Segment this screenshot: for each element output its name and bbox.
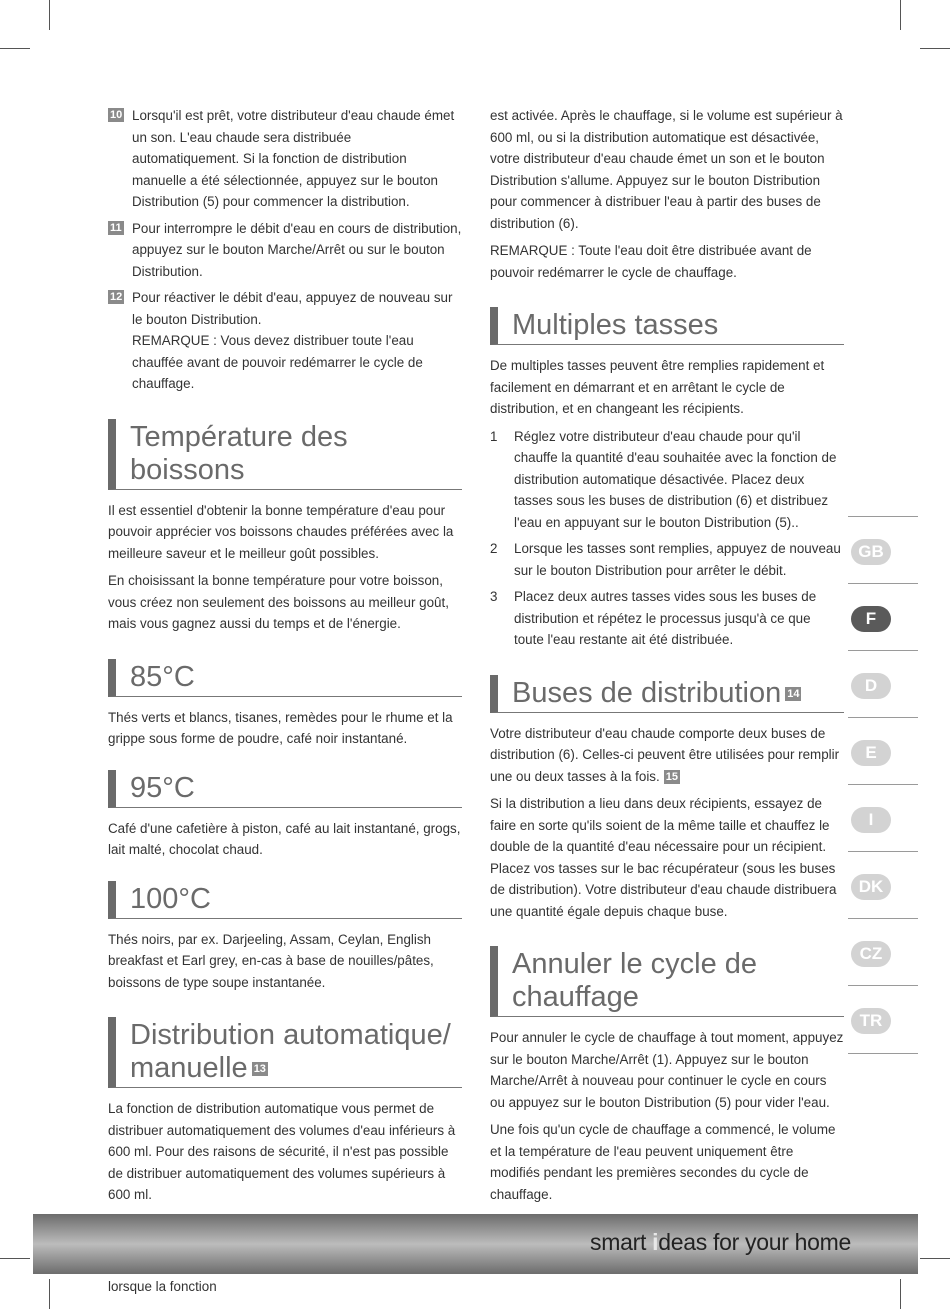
list-text: Lorsque les tasses sont remplies, appuyez de nouveau sur le bouton Distribution pour arrêter le débit. bbox=[514, 541, 841, 578]
step-12 bbox=[108, 287, 462, 395]
heading-line: Buses de distribution bbox=[512, 676, 782, 709]
list-text: Placez deux autres tasses vides sous les buses de distribution et répétez le processus jusqu'à ce que toute l'eau restante ait été distribuée. bbox=[514, 589, 817, 647]
heading-line: chauffage bbox=[512, 981, 639, 1013]
list-item bbox=[490, 538, 844, 581]
list-text: Réglez votre distributeur d'eau chaude pour qu'il chauffe la quantité d'eau souhaitée avec la fonction de distribution automatique désactivée. Placez deux tasses sous les buses de distribution (6) et distribuez l'eau en appuyant sur le bouton Distribution (5).. bbox=[514, 428, 837, 530]
language-label: GB bbox=[851, 539, 891, 565]
language-label: D bbox=[851, 673, 891, 699]
step-note: REMARQUE : Vous devez distribuer toute l'eau chauffée avant de pouvoir redémarrer le cycle de chauffage. bbox=[132, 333, 423, 391]
step-badge: 11 bbox=[110, 221, 122, 234]
paragraph: De multiples tasses peuvent être remplies rapidement et facilement en démarrant et en arrêtant le cycle de distribution, et en changeant les récipients. bbox=[490, 358, 825, 416]
section-heading: 95°C bbox=[108, 770, 462, 808]
list-item bbox=[490, 426, 844, 534]
step-badge: 12 bbox=[110, 291, 123, 303]
step-text: Pour réactiver le débit d'eau, appuyez de nouveau sur le bouton Distribution. bbox=[132, 290, 453, 327]
section-heading bbox=[490, 946, 844, 1017]
section-heading bbox=[490, 675, 844, 713]
language-tab-cz[interactable] bbox=[848, 918, 918, 986]
paragraph: est activée. Après le chauffage, si le volume est supérieur à 600 ml, ou si la distribution automatique est désactivée, votre distributeur d'eau chaude émet un son et le bouton Distribution s'allume. Appuyez sur le bouton Distribution pour commencer à distribuer l'eau à partir des buses de distribution (6). bbox=[490, 108, 843, 231]
language-label: CZ bbox=[851, 941, 891, 967]
language-label-active: F bbox=[851, 606, 891, 632]
language-tab-i[interactable] bbox=[848, 784, 918, 852]
section-heading: Température des boissons bbox=[108, 419, 462, 490]
language-label: DK bbox=[851, 874, 891, 900]
paragraph: lorsque la fonction bbox=[108, 1279, 217, 1294]
language-label: I bbox=[851, 807, 891, 833]
footer-tagline bbox=[590, 1229, 851, 1256]
crop-mark bbox=[0, 1258, 30, 1259]
figure-badge: 13 bbox=[253, 1063, 266, 1076]
step-text: Lorsqu'il est prêt, votre distributeur d'eau chaude émet un son. L'eau chaude sera distribuée automatiquement. Si la fonction de distribution manuelle a été sélectionnée, appuyez sur le bouton Distribution (5) pour commencer la distribution. bbox=[132, 108, 455, 209]
section-temperature bbox=[108, 419, 462, 635]
figure-badge: 14 bbox=[787, 687, 800, 700]
language-label: TR bbox=[851, 1008, 891, 1034]
step-text: Pour interrompre le débit d'eau en cours de distribution, appuyez sur le bouton Marche/Arrêt ou sur le bouton Distribution. bbox=[132, 220, 462, 279]
section-85c bbox=[108, 659, 462, 750]
list-number: 1 bbox=[490, 428, 498, 444]
crop-mark bbox=[0, 48, 30, 49]
list-number: 3 bbox=[490, 589, 498, 604]
tagline-text: deas for your home bbox=[658, 1229, 851, 1255]
tagline-accent: i bbox=[652, 1229, 659, 1255]
language-tab-f[interactable] bbox=[848, 583, 918, 651]
crop-mark bbox=[900, 0, 901, 30]
section-100c bbox=[108, 881, 462, 994]
language-tab-d[interactable] bbox=[848, 650, 918, 718]
paragraph: Une fois qu'un cycle de chauffage a commencé, le volume et la température de l'eau peuvent uniquement être modifiés pendant les premières secondes du cycle de chauffage. bbox=[490, 1122, 836, 1202]
paragraph bbox=[490, 723, 844, 788]
language-tab-tr[interactable] bbox=[848, 985, 918, 1054]
figure-badge: 15 bbox=[665, 770, 678, 783]
paragraph: Thés noirs, par ex. Darjeeling, Assam, Ceylan, English breakfast et Earl grey, en-cas à base de nouilles/pâtes, boissons de type soupe instantanée. bbox=[108, 931, 434, 990]
footer-band bbox=[33, 1214, 918, 1274]
left-column bbox=[108, 105, 462, 1304]
section-95c bbox=[108, 770, 462, 861]
right-column bbox=[490, 105, 844, 1211]
heading-line: Annuler le cycle de bbox=[512, 948, 758, 980]
heading-line: Distribution automatique/ bbox=[130, 1019, 451, 1051]
paragraph: Pour annuler le cycle de chauffage à tout moment, appuyez sur le bouton Marche/Arrêt (1). Appuyez sur le bouton Marche/Arrêt à nouveau pour continuer le cycle en cours ou appuyez sur le bouton Distribution (5) pour vider l'eau. bbox=[490, 1030, 844, 1110]
section-heading: 85°C bbox=[108, 659, 462, 697]
crop-mark bbox=[49, 1279, 50, 1309]
section-annuler bbox=[490, 946, 844, 1205]
section-multiples-tasses bbox=[490, 307, 844, 651]
step-10 bbox=[108, 105, 462, 213]
list-number: 2 bbox=[490, 541, 498, 556]
paragraph-text: Votre distributeur d'eau chaude comporte deux buses de distribution (6). Celles-ci peuvent être utilisées pour remplir une ou deux tasses à la fois. bbox=[490, 725, 840, 784]
paragraph: Café d'une cafetière à piston, café au lait instantané, grogs, lait malté, chocolat chaud. bbox=[108, 820, 461, 857]
language-label: E bbox=[851, 740, 891, 766]
language-tab-gb[interactable] bbox=[848, 516, 918, 584]
section-heading: 100°C bbox=[108, 881, 462, 919]
list-item bbox=[490, 586, 844, 651]
tagline-text: smart bbox=[590, 1229, 653, 1255]
paragraph: Il est essentiel d'obtenir la bonne température d'eau pour pouvoir apprécier vos boissons chaudes préférées avec la meilleure saveur et le meilleur goût possibles. bbox=[108, 502, 454, 561]
step-badge: 10 bbox=[110, 109, 123, 121]
section-buses bbox=[490, 675, 844, 923]
paragraph: REMARQUE : Toute l'eau doit être distribuée avant de pouvoir redémarrer le cycle de chauffage. bbox=[490, 243, 812, 280]
language-tab-e[interactable] bbox=[848, 717, 918, 785]
step-11 bbox=[108, 218, 462, 283]
crop-mark bbox=[920, 48, 950, 49]
paragraph: Si la distribution a lieu dans deux récipients, essayez de faire en sorte qu'ils soient de la même taille et chauffez le double de la quantité d'eau nécessaire pour un récipient. Placez vos tasses sur le bac récupérateur (sous les buses de distribution). Votre distributeur d'eau chaude distribuera une quantité égale depuis chaque buse. bbox=[490, 796, 837, 919]
paragraph: En choisissant la bonne température pour votre boisson, vous créez non seulement des boissons au meilleur goût, mais vous gagnez aussi du temps et de l'énergie. bbox=[108, 573, 449, 631]
paragraph: La fonction de distribution automatique vous permet de distribuer automatiquement des volumes d'eau inférieurs à 600 ml. Pour des raisons de sécurité, il n'est pas possible de distribuer automatiquement des volumes supérieurs à 600 ml. bbox=[108, 1101, 456, 1202]
crop-mark bbox=[920, 1258, 950, 1259]
paragraph: Thés verts et blancs, tisanes, remèdes pour le rhume et la grippe sous forme de poudre, café noir instantané. bbox=[108, 709, 453, 746]
heading-line: manuelle bbox=[130, 1052, 248, 1084]
crop-mark bbox=[900, 1279, 901, 1309]
language-tab-dk[interactable] bbox=[848, 851, 918, 919]
section-heading: Multiples tasses bbox=[490, 307, 844, 345]
crop-mark bbox=[49, 0, 50, 30]
section-heading bbox=[108, 1017, 462, 1088]
